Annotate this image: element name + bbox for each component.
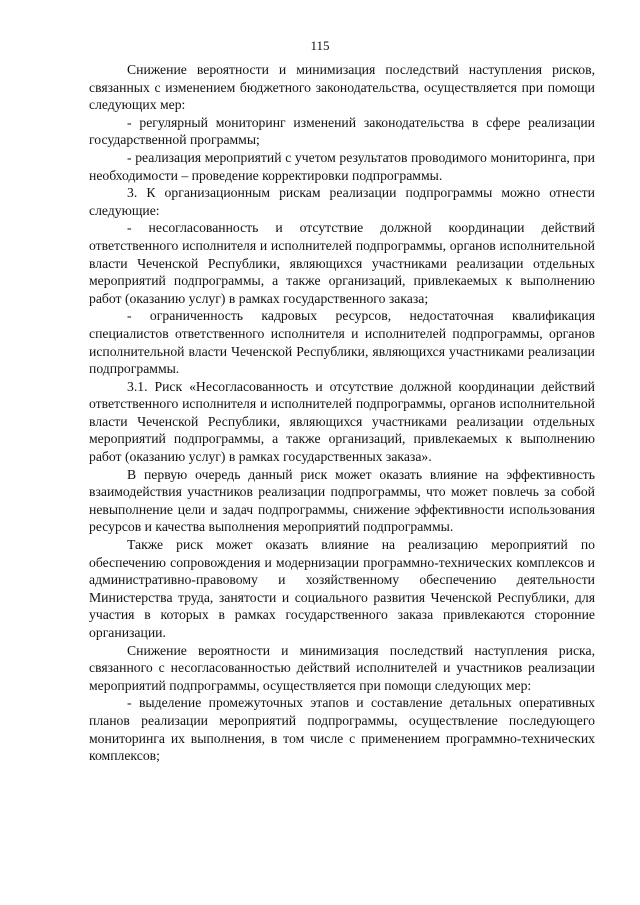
paragraph-coordination-mitigation: Снижение вероятности и минимизация последствий наступления риска, связанного с несогласованностью действий исполнителей и участников реализации мероприятий подпрограммы, осуществляется при помощи следующих мер:: [89, 642, 595, 693]
paragraph-budget-risk-mitigation: Снижение вероятности и минимизация последствий наступления рисков, связанных с изменением бюджетного законодательства, осуществляется при помощи следующих мер:: [89, 62, 595, 113]
paragraph-intermediate-stages: - выделение промежуточных этапов и составление детальных оперативных планов реализации мероприятий подпрограммы, осуществление последующего мониторинга их выполнения, в том числе с применением программно-технических комплексов;: [89, 695, 595, 764]
paragraph-risk-3-1: 3.1. Риск «Несогласованность и отсутствие должной координации действий ответственного исполнителя и исполнителей подпрограммы, органов исполнительной власти Чеченской Республики, являющихся участниками реализации отдельных мероприятий подпрограммы, а также организаций, привлекаемых к выполнению работ (оказанию услуг) в рамках государственных заказа».: [89, 378, 595, 465]
paragraph-legislation-monitoring: - регулярный мониторинг изменений законодательства в сфере реализации государственной программы;: [89, 114, 595, 148]
paragraph-coordination-risk: - несогласованность и отсутствие должной координации действий ответственного исполнителя и исполнителей подпрограммы, органов исполнительной власти Чеченской Республики, являющихся участниками реализации отдельных мероприятий подпрограммы, а также организаций, привлекаемых к выполнению работ (оказанию услуг) в рамках государственного заказа;: [89, 220, 595, 306]
paragraph-risk-impact: В первую очередь данный риск может оказать влияние на эффективность взаимодействия участников реализации подпрограммы, что может повлечь за собой невыполнение цели и задач подпрограммы, снижение эффективности использования ресурсов и качества выполнения мероприятий подпрограммы.: [89, 466, 595, 535]
page-number: 115: [310, 38, 330, 53]
paragraph-measures-implementation: - реализация мероприятий с учетом результатов проводимого мониторинга, при необходимости – проведение корректировки подпрограммы.: [89, 149, 595, 183]
paragraph-staffing-risk: - ограниченность кадровых ресурсов, недостаточная квалификация специалистов ответственного исполнителя и исполнителей подпрограммы, органов исполнительной власти Чеченской Республики, являющихся участниками реализации подпрограммы.: [89, 308, 595, 377]
body-text: [89, 61, 595, 765]
paragraph-risk-impact-additional: Также риск может оказать влияние на реализацию мероприятий по обеспечению сопровождения и модернизации программно-технических комплексов и административно-правовому и хозяйственному обеспечению деятельности Министерства труда, занятости и социального развития Чеченской Республики, для участия в которых в рамках государственного заказа привлекаются сторонние организации.: [89, 537, 595, 640]
paragraph-organizational-risks: 3. К организационным рискам реализации подпрограммы можно отнести следующие:: [89, 185, 595, 218]
